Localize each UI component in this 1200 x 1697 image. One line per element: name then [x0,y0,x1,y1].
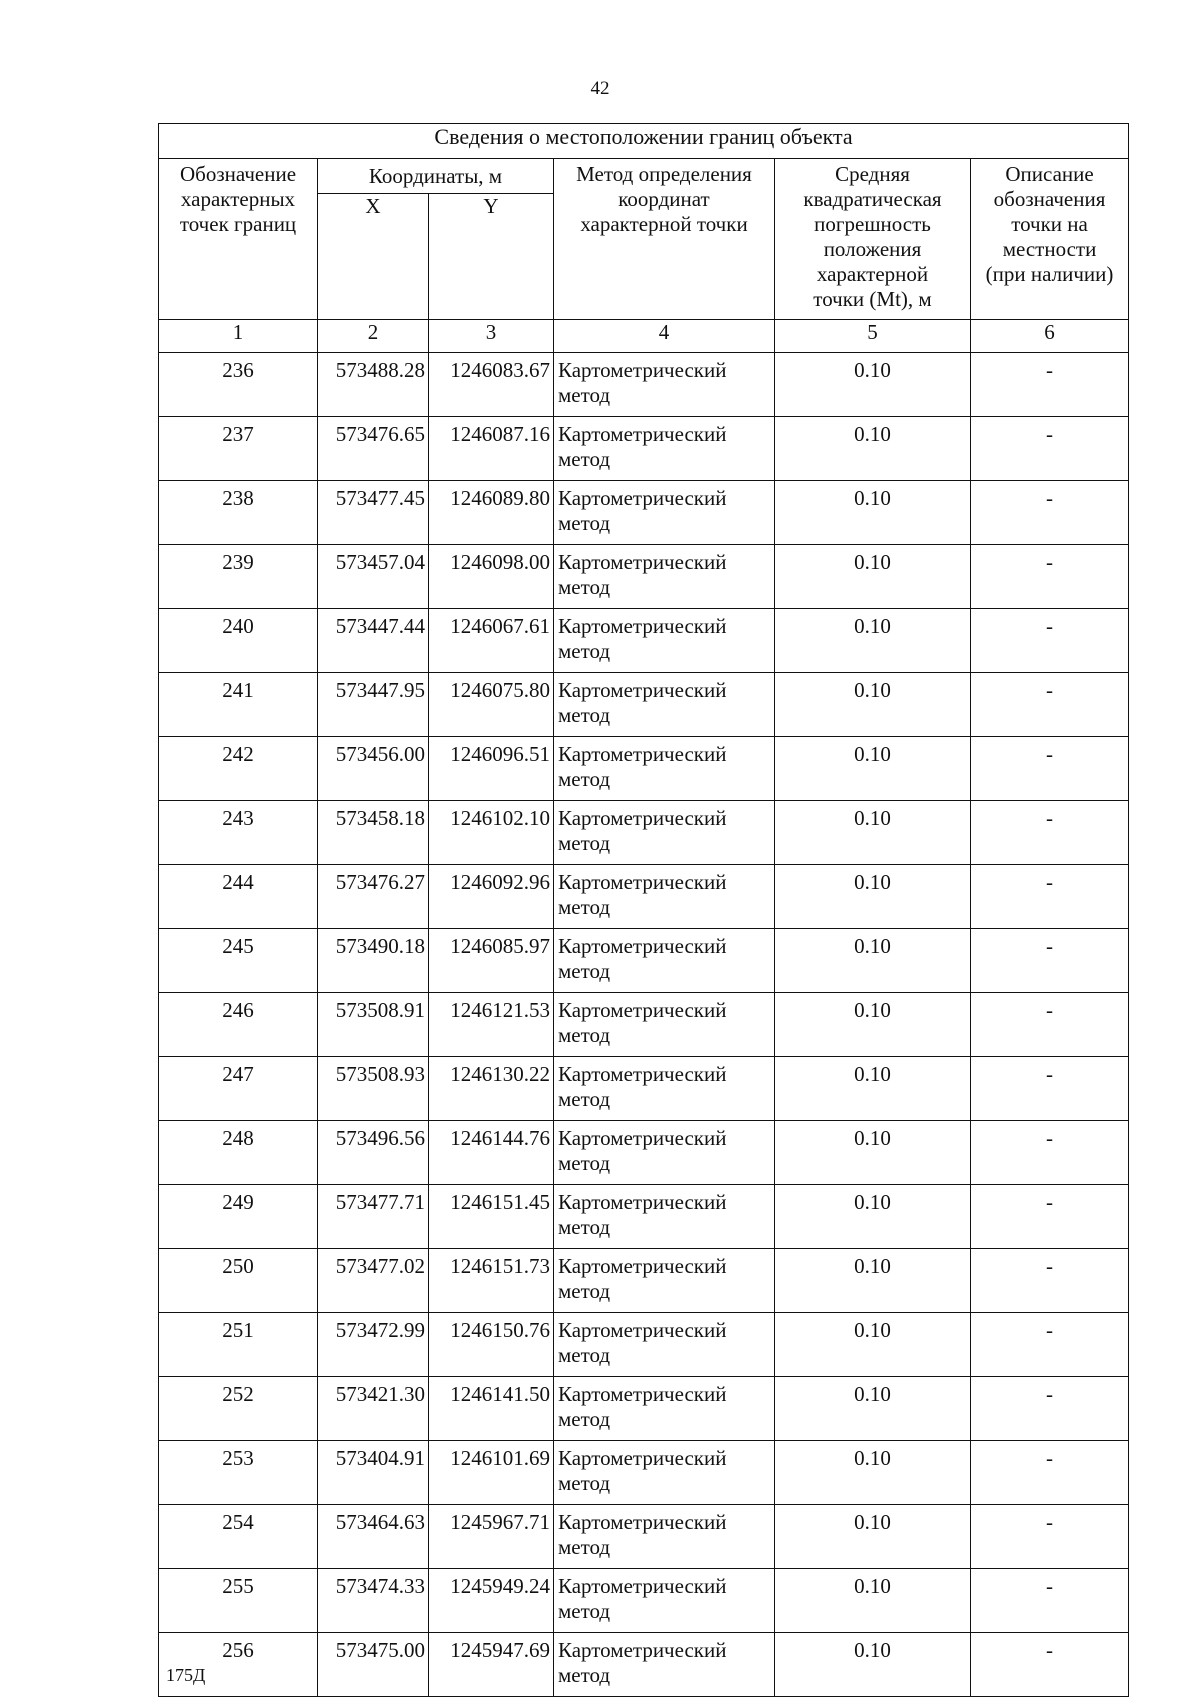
method [554,545,775,609]
coord-y: 1246144.76 [429,1121,554,1185]
coord-y: 1246087.16 [429,417,554,481]
table-row [159,1633,1129,1697]
mean-error: 0.10 [775,1057,971,1121]
point-description: - [971,353,1129,417]
coord-y: 1246085.97 [429,929,554,993]
header-row [159,159,1129,194]
method-line-2: метод [558,511,611,535]
table-row [159,1569,1129,1633]
point-description: - [971,1569,1129,1633]
coord-y: 1246098.00 [429,545,554,609]
method [554,609,775,673]
header-y: Y [429,194,554,320]
coord-x: 573477.45 [318,481,429,545]
point-number: 254 [159,1505,318,1569]
column-number: 1 [159,320,318,353]
coord-x: 573508.91 [318,993,429,1057]
table-row [159,737,1129,801]
method-line-1: Картометрический [558,422,727,446]
point-number: 249 [159,1185,318,1249]
mean-error: 0.10 [775,481,971,545]
mean-error: 0.10 [775,929,971,993]
coord-y: 1246141.50 [429,1377,554,1441]
method [554,1505,775,1569]
coord-x: 573458.18 [318,801,429,865]
method-line-2: метод [558,1343,611,1367]
method-line-2: метод [558,895,611,919]
method-line-2: метод [558,383,611,407]
coord-y: 1246092.96 [429,865,554,929]
method-line-1: Картометрический [558,742,727,766]
method-line-1: Картометрический [558,806,727,830]
method-line-1: Картометрический [558,614,727,638]
point-number: 237 [159,417,318,481]
method [554,1185,775,1249]
method-line-2: метод [558,703,611,727]
page-number: 42 [590,78,610,99]
coord-x: 573476.65 [318,417,429,481]
coord-x: 573474.33 [318,1569,429,1633]
point-number: 242 [159,737,318,801]
table-row [159,1185,1129,1249]
method [554,801,775,865]
table-caption: Сведения о местоположении границ объекта [159,124,1129,159]
method-line-2: метод [558,639,611,663]
method-line-1: Картометрический [558,486,727,510]
header-x: X [318,194,429,320]
method [554,1249,775,1313]
point-description: - [971,1057,1129,1121]
point-number: 250 [159,1249,318,1313]
method-line-2: метод [558,959,611,983]
mean-error: 0.10 [775,1505,971,1569]
method-line-1: Картометрический [558,1318,727,1342]
method-line-1: Картометрический [558,1382,727,1406]
boundary-coordinates-table [158,123,1129,1697]
method-line-1: Картометрический [558,678,727,702]
coord-y: 1246101.69 [429,1441,554,1505]
method-line-2: метод [558,1599,611,1623]
header-description-text: Описание обозначения точки на местности (при наличии) [985,162,1114,286]
point-description: - [971,673,1129,737]
point-number: 240 [159,609,318,673]
point-description: - [971,1633,1129,1697]
column-number: 4 [554,320,775,353]
point-description: - [971,1505,1129,1569]
method-line-1: Картометрический [558,1638,727,1662]
table-row [159,1313,1129,1377]
header-description [971,159,1129,320]
mean-error: 0.10 [775,801,971,865]
method [554,1633,775,1697]
table-row [159,1121,1129,1185]
method-line-1: Картометрический [558,998,727,1022]
point-number: 256 [159,1633,318,1697]
table-row [159,929,1129,993]
footer-code: 175Д [166,1665,206,1685]
column-number: 6 [971,320,1129,353]
method [554,417,775,481]
coord-y: 1246151.45 [429,1185,554,1249]
mean-error: 0.10 [775,609,971,673]
coord-x: 573464.63 [318,1505,429,1569]
column-number: 2 [318,320,429,353]
mean-error: 0.10 [775,1569,971,1633]
coord-y: 1245949.24 [429,1569,554,1633]
mean-error: 0.10 [775,1249,971,1313]
method [554,1121,775,1185]
coord-x: 573447.44 [318,609,429,673]
header-method-text: Метод определения координат характерной точки [576,162,752,236]
point-description: - [971,737,1129,801]
mean-error: 0.10 [775,993,971,1057]
table-row [159,1505,1129,1569]
header-method [554,159,775,320]
table-row [159,1441,1129,1505]
method-line-1: Картометрический [558,358,727,382]
point-number: 251 [159,1313,318,1377]
point-description: - [971,801,1129,865]
method-line-1: Картометрический [558,1510,727,1534]
coord-x: 573447.95 [318,673,429,737]
coord-y: 1245947.69 [429,1633,554,1697]
point-number: 255 [159,1569,318,1633]
point-description: - [971,1249,1129,1313]
point-description: - [971,1377,1129,1441]
mean-error: 0.10 [775,865,971,929]
method [554,1569,775,1633]
point-description: - [971,417,1129,481]
method [554,673,775,737]
coord-x: 573476.27 [318,865,429,929]
coord-y: 1246096.51 [429,737,554,801]
header-coordinates: Координаты, м [318,159,554,194]
mean-error: 0.10 [775,1377,971,1441]
method-line-1: Картометрический [558,550,727,574]
coord-y: 1246083.67 [429,353,554,417]
point-description: - [971,609,1129,673]
coord-x: 573421.30 [318,1377,429,1441]
point-description: - [971,481,1129,545]
table-row [159,609,1129,673]
table-row [159,1057,1129,1121]
coord-y: 1245967.71 [429,1505,554,1569]
header-mean-error [775,159,971,320]
point-number: 247 [159,1057,318,1121]
point-description: - [971,545,1129,609]
coord-y: 1246102.10 [429,801,554,865]
coord-y: 1246075.80 [429,673,554,737]
method [554,865,775,929]
header-point-designation-text: Обозначение характерных точек границ [179,162,297,236]
point-description: - [971,1441,1129,1505]
method-line-2: метод [558,1215,611,1239]
coord-y: 1246121.53 [429,993,554,1057]
method [554,1441,775,1505]
method-line-1: Картометрический [558,1574,727,1598]
method-line-2: метод [558,831,611,855]
method-line-2: метод [558,1535,611,1559]
header-point-designation [159,159,318,320]
table-caption-row [159,124,1129,159]
header-mean-error-text: Средняя квадратическая погрешность положения характерной точки (Mt), м [803,162,942,311]
method-line-1: Картометрический [558,1446,727,1470]
method-line-2: метод [558,1407,611,1431]
method [554,737,775,801]
method-line-1: Картометрический [558,1062,727,1086]
coord-x: 573457.04 [318,545,429,609]
coord-x: 573490.18 [318,929,429,993]
method [554,993,775,1057]
point-number: 253 [159,1441,318,1505]
mean-error: 0.10 [775,737,971,801]
point-number: 241 [159,673,318,737]
mean-error: 0.10 [775,673,971,737]
coord-x: 573488.28 [318,353,429,417]
method-line-1: Картометрический [558,1254,727,1278]
method-line-2: метод [558,1087,611,1111]
coord-y: 1246089.80 [429,481,554,545]
point-number: 244 [159,865,318,929]
column-numbers-row [159,320,1129,353]
method [554,481,775,545]
point-number: 245 [159,929,318,993]
table-row [159,801,1129,865]
method-line-2: метод [558,1151,611,1175]
table-row [159,1249,1129,1313]
point-number: 243 [159,801,318,865]
mean-error: 0.10 [775,1441,971,1505]
mean-error: 0.10 [775,1185,971,1249]
mean-error: 0.10 [775,1313,971,1377]
coord-x: 573508.93 [318,1057,429,1121]
method-line-2: метод [558,1471,611,1495]
column-number: 5 [775,320,971,353]
coord-x: 573456.00 [318,737,429,801]
mean-error: 0.10 [775,545,971,609]
coord-x: 573477.02 [318,1249,429,1313]
point-description: - [971,865,1129,929]
method [554,929,775,993]
coord-x: 573472.99 [318,1313,429,1377]
table-row [159,865,1129,929]
method-line-2: метод [558,1279,611,1303]
coord-y: 1246150.76 [429,1313,554,1377]
coord-y: 1246151.73 [429,1249,554,1313]
method [554,353,775,417]
method-line-1: Картометрический [558,1126,727,1150]
method-line-2: метод [558,1023,611,1047]
coord-x: 573404.91 [318,1441,429,1505]
method-line-2: метод [558,1663,611,1687]
mean-error: 0.10 [775,417,971,481]
mean-error: 0.10 [775,353,971,417]
table-row [159,1377,1129,1441]
point-description: - [971,1121,1129,1185]
method-line-1: Картометрический [558,870,727,894]
method-line-2: метод [558,767,611,791]
point-number: 239 [159,545,318,609]
table-row [159,993,1129,1057]
point-number: 236 [159,353,318,417]
coord-x: 573496.56 [318,1121,429,1185]
coord-y: 1246067.61 [429,609,554,673]
point-description: - [971,993,1129,1057]
table-row [159,545,1129,609]
point-number: 248 [159,1121,318,1185]
method [554,1377,775,1441]
method-line-1: Картометрический [558,934,727,958]
point-number: 252 [159,1377,318,1441]
method-line-1: Картометрический [558,1190,727,1214]
point-description: - [971,1185,1129,1249]
method [554,1313,775,1377]
mean-error: 0.10 [775,1633,971,1697]
point-description: - [971,1313,1129,1377]
table-row [159,481,1129,545]
table-row [159,417,1129,481]
coord-x: 573475.00 [318,1633,429,1697]
point-description: - [971,929,1129,993]
method-line-2: метод [558,447,611,471]
point-number: 238 [159,481,318,545]
method [554,1057,775,1121]
column-number: 3 [429,320,554,353]
mean-error: 0.10 [775,1121,971,1185]
point-number: 246 [159,993,318,1057]
coord-y: 1246130.22 [429,1057,554,1121]
coord-x: 573477.71 [318,1185,429,1249]
table-row [159,353,1129,417]
method-line-2: метод [558,575,611,599]
table-row [159,673,1129,737]
